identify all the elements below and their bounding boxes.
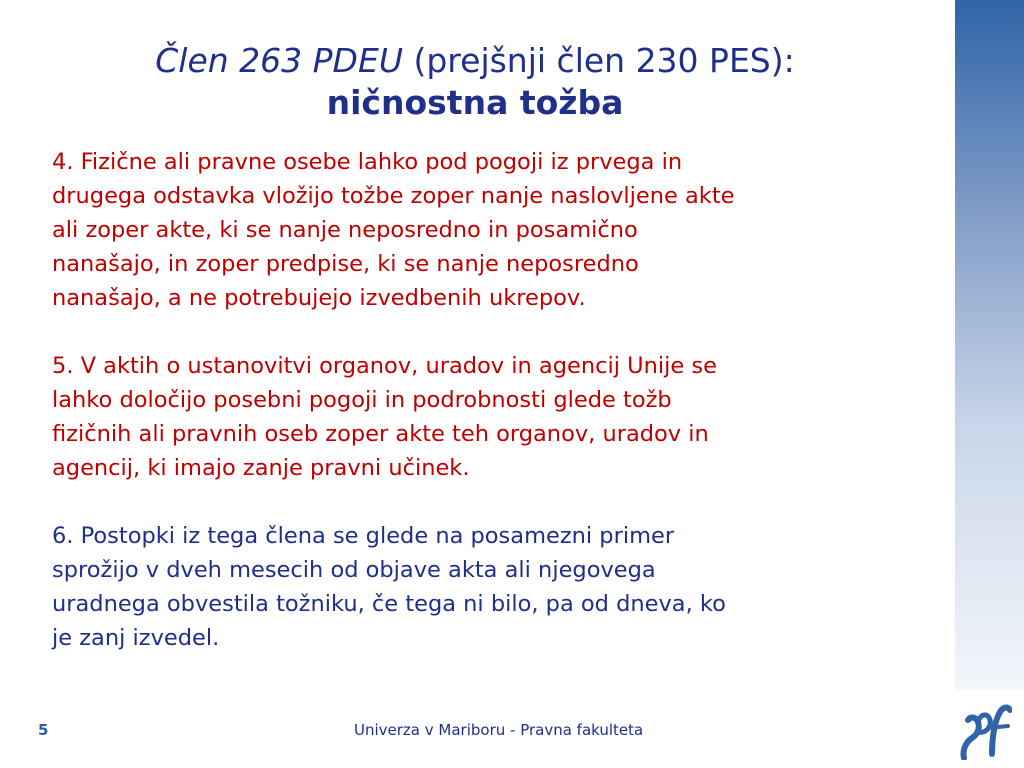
title-article-ref: Člen 263 PDEU (155, 41, 403, 80)
paragraph-line: je zanj izvedel. (52, 625, 220, 651)
paragraph-6 (52, 519, 932, 655)
title-previous-ref: (prejšnji člen 230 PES): (402, 41, 795, 80)
paragraph-line: uradnega obvestila tožniku, če tega ni bilo, pa od dneva, ko (52, 591, 726, 617)
decorative-side-bar (955, 0, 1024, 690)
paragraph-line: nanašajo, a ne potrebujejo izvedbenih ukrepov. (52, 285, 586, 311)
slide-title (40, 40, 910, 124)
paragraph-line: lahko določijo posebni pogoji in podrobnosti glede tožb (52, 387, 672, 413)
paragraph-line: drugega odstavka vložijo tožbe zoper nanje naslovljene akte (52, 183, 735, 209)
paragraph-line: nanašajo, in zoper predpise, ki se nanje neposredno (52, 251, 639, 277)
pf-logo-icon (956, 700, 1012, 760)
paragraph-4 (52, 145, 932, 315)
paragraph-line: 5. V aktih o ustanovitvi organov, uradov in agencij Unije se (52, 353, 717, 379)
page-number: 5 (38, 721, 49, 739)
paragraph-line: 4. Fizične ali pravne osebe lahko pod pogoji iz prvega in (52, 149, 683, 175)
paragraph-spacer (52, 485, 932, 519)
paragraph-line: agencij, ki imajo zanje pravni učinek. (52, 455, 470, 481)
paragraph-line: sprožijo v dveh mesecih od objave akta ali njegovega (52, 557, 656, 583)
paragraph-spacer (52, 315, 932, 349)
paragraph-5 (52, 349, 932, 485)
paragraph-line: fizičnih ali pravnih oseb zoper akte teh organov, uradov in (52, 421, 709, 447)
title-line-1 (40, 40, 910, 82)
paragraph-line: ali zoper akte, ki se nanje neposredno in posamično (52, 217, 638, 243)
slide-body (52, 145, 932, 655)
footer-institution: Univerza v Mariboru - Pravna fakulteta (354, 721, 644, 739)
paragraph-line: 6. Postopki iz tega člena se glede na posamezni primer (52, 523, 675, 549)
title-subject: ničnostna tožba (326, 83, 624, 122)
